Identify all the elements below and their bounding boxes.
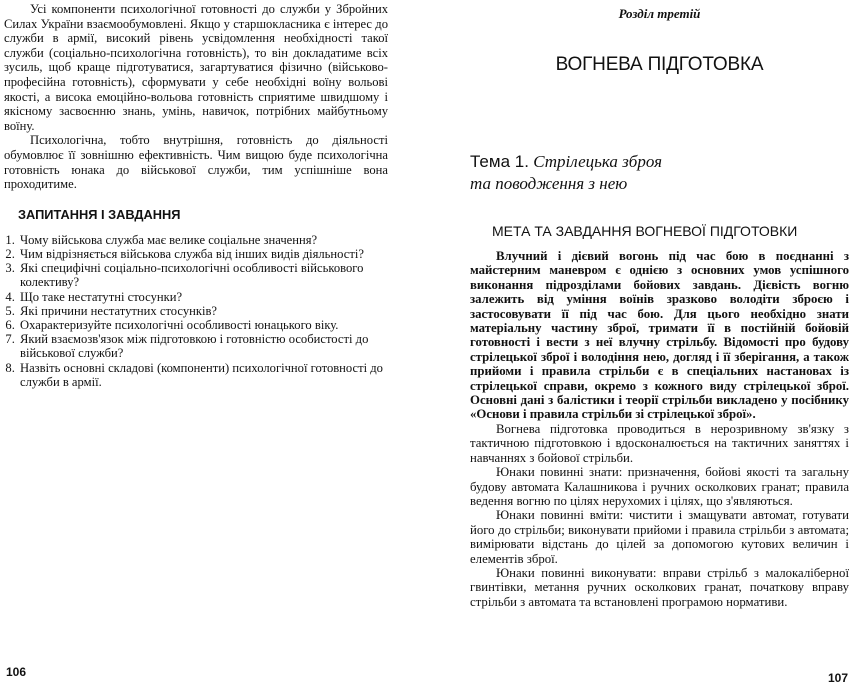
- topic-title: [470, 151, 849, 195]
- questions-heading: ЗАПИТАННЯ І ЗАВДАННЯ: [18, 206, 181, 222]
- body-paragraph: Юнаки повинні вміти: чистити і змащувати автомат, готувати його до стрільби; виконувати прийоми і правила стрільби з автомата; вимірювати відстань до цілей за допомогою кутових величин і елементів зброї.: [470, 508, 849, 566]
- question-item: 7. Який взаємозв'язок між підготовкою і готовністю особистості до військової служби?: [18, 332, 388, 360]
- chapter-title: ВОГНЕВА ПІДГОТОВКА: [555, 54, 764, 75]
- right-page: [433, 0, 852, 687]
- part-label: Розділ третій: [618, 6, 701, 21]
- intro-paragraph: Усі компоненти психологічної готовності до служби у Збройних Силах України взаємообумовлені. Якщо у старшокласника є інтерес до служби в армії, високий рівень усвідомлення необхідності такої служби (соціально-психологічна готовність), то він докладатиме всіх зусиль, щоб краще підготуватися, загартуватися фізично (військово-професійна готовність), сформувати у себе необхідні воїну вольові якості, а висока емоційно-вольова готовність сприятиме швидшому і якіснoму засвоєнню знань, умінь, навичок, потрібних майбутньому воїну.: [4, 2, 388, 133]
- body-paragraph: Юнаки повинні виконувати: вправи стрільб з малокаліберної гвинтівки, метання ручних осколкових гранат, початкову вправу стрільби з автомата та встановлені програмою нормативи.: [470, 565, 849, 609]
- topic-title-line2: та поводження з нею: [470, 174, 628, 193]
- intro-paragraph: Психологічна, тобто внутрішня, готовність до діяльності обумовлює її зовнішню ефективність. Чим вищою буде психологічна готовність юнака до військової служби, тим успішніше вона проходитиме.: [4, 133, 388, 192]
- goal-heading: МЕТА ТА ЗАВДАННЯ ВОГНЕВОЇ ПІДГОТОВКИ: [492, 223, 798, 239]
- question-item: 2. Чим відрізняється військова служба від інших видів діяльності?: [18, 247, 388, 261]
- body-paragraph: Влучний і дієвий вогонь під час бою в поєднанні з майстерним маневром є однією з основних умов успішного виконання підрозділами бойових завдань. Дієвість вогню залежить від уміння воїнів зразково володіти зброєю і застосовувати її під час бою. Для цього необхідно знати матеріальну частину зброї, тримати її в постійній бойовій готовності і вести з неї влучну стрільбу. Відомості про будову стрілецької зброї і володіння нею, догляд і її зберігання, а також прийоми і правила стрільби є в спеціальних настановах із стрілецької справи, окремо з кожного виду стрілецької зброї. Основні дані з балістики і теорії стрільби викладено у посібнику «Основи і правила стрільби зі стрілецької зброї».: [470, 249, 849, 422]
- page-number-left: 106: [6, 665, 27, 679]
- question-item: 8. Назвіть основні складові (компоненти) психологічної готовності до служби в армії.: [18, 361, 388, 389]
- left-page: [0, 0, 400, 687]
- questions-list: [4, 233, 388, 389]
- body-paragraph: Вогнева підготовка проводиться в нерозривному зв'язку з тактичною підготовкою і вдосконалюється на тактичних заняттях і навчаннях з бойової стрільби.: [470, 421, 849, 465]
- page-number-right: 107: [827, 671, 848, 685]
- question-item: 3. Які специфічні соціально-психологічні особливості військового колективу?: [18, 261, 388, 289]
- topic-title-line1: Стрілецька зброя: [533, 152, 663, 171]
- question-item: 4. Що таке нестатутні стосунки?: [18, 290, 388, 304]
- question-item: 5. Які причини нестатутних стосунків?: [18, 304, 388, 318]
- topic-number: Тема 1.: [470, 152, 529, 171]
- question-item: 6. Охарактеризуйте психологічні особливості юнацького віку.: [18, 318, 388, 332]
- body-paragraph: Юнаки повинні знати: призначення, бойові якості та загальну будову автомата Калашникова і ручних осколкових гранат; правила ведення вогню по цілях нерухомих і цілях, що з'являються.: [470, 465, 849, 508]
- question-item: 1. Чому військова служба має велике соціальне значення?: [18, 233, 388, 247]
